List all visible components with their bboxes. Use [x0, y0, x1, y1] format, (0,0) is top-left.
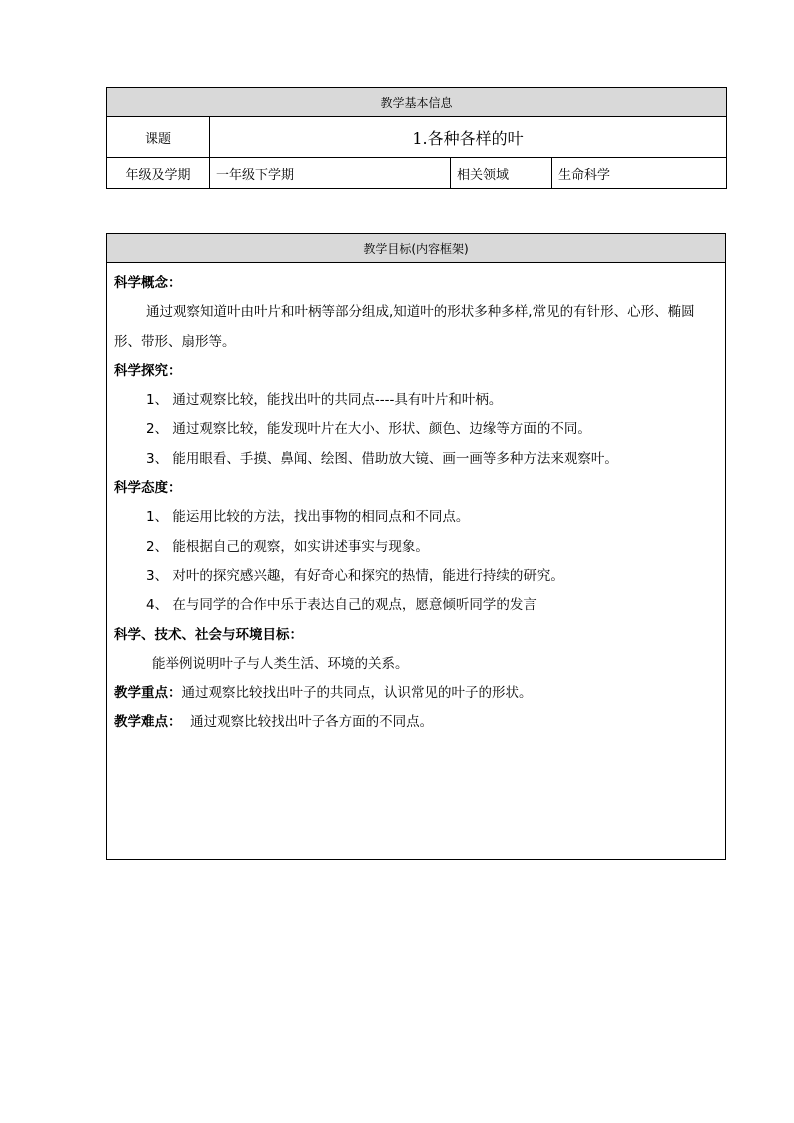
- attitude-heading: 科学态度：: [114, 480, 182, 497]
- attitude-item: 3、 对叶的探究感兴趣，有好奇心和探究的热情，能进行持续的研究。: [146, 567, 564, 584]
- goals-body: [107, 263, 726, 860]
- topic-label: 课题: [107, 117, 210, 158]
- topic-value: 1.各种各样的叶: [210, 117, 727, 158]
- sts-text: 能举例说明叶子与人类生活、环境的关系。: [152, 655, 409, 672]
- difficult-point-heading: 教学难点：: [114, 714, 182, 731]
- attitude-item: 4、 在与同学的合作中乐于表达自己的观点，愿意倾听同学的发言: [146, 597, 537, 614]
- difficult-point-text: 通过观察比较找出叶子各方面的不同点。: [190, 714, 434, 731]
- field-value: 生命科学: [552, 158, 727, 189]
- grade-label: 年级及学期: [107, 158, 210, 189]
- inquiry-item: 2、 通过观察比较，能发现叶片在大小、形状、颜色、边缘等方面的不同。: [146, 421, 591, 438]
- inquiry-item: 3、 能用眼看、手摸、鼻闻、绘图、借助放大镜、画一画等多种方法来观察叶。: [146, 450, 618, 467]
- basic-info-table: [106, 87, 727, 189]
- grade-value: 一年级下学期: [210, 158, 451, 189]
- inquiry-item: 1、 通过观察比较，能找出叶的共同点----具有叶片和叶柄。: [146, 392, 503, 409]
- attitude-item: 1、 能运用比较的方法，找出事物的相同点和不同点。: [146, 509, 470, 526]
- basic-info-header: 教学基本信息: [107, 88, 727, 117]
- inquiry-heading: 科学探究：: [114, 362, 182, 379]
- concept-text: 通过观察知道叶由叶片和叶柄等部分组成,知道叶的形状多种多样,常见的有针形、心形、椭圆形、带形、扇形等。: [114, 304, 695, 350]
- goals-header: 教学目标(内容框架): [107, 234, 726, 263]
- field-label: 相关领域: [451, 158, 552, 189]
- attitude-item: 2、 能根据自己的观察，如实讲述事实与现象。: [146, 538, 429, 555]
- difficult-point-line: [114, 708, 719, 737]
- key-point-line: [114, 679, 719, 708]
- key-point-text: 通过观察比较找出叶子的共同点，认识常见的叶子的形状。: [181, 685, 533, 702]
- teaching-goals-table: [106, 233, 726, 860]
- sts-heading: 科学、技术、社会与环境目标：: [114, 626, 303, 643]
- concept-heading: 科学概念：: [114, 275, 182, 291]
- key-point-heading: 教学重点：: [114, 685, 182, 702]
